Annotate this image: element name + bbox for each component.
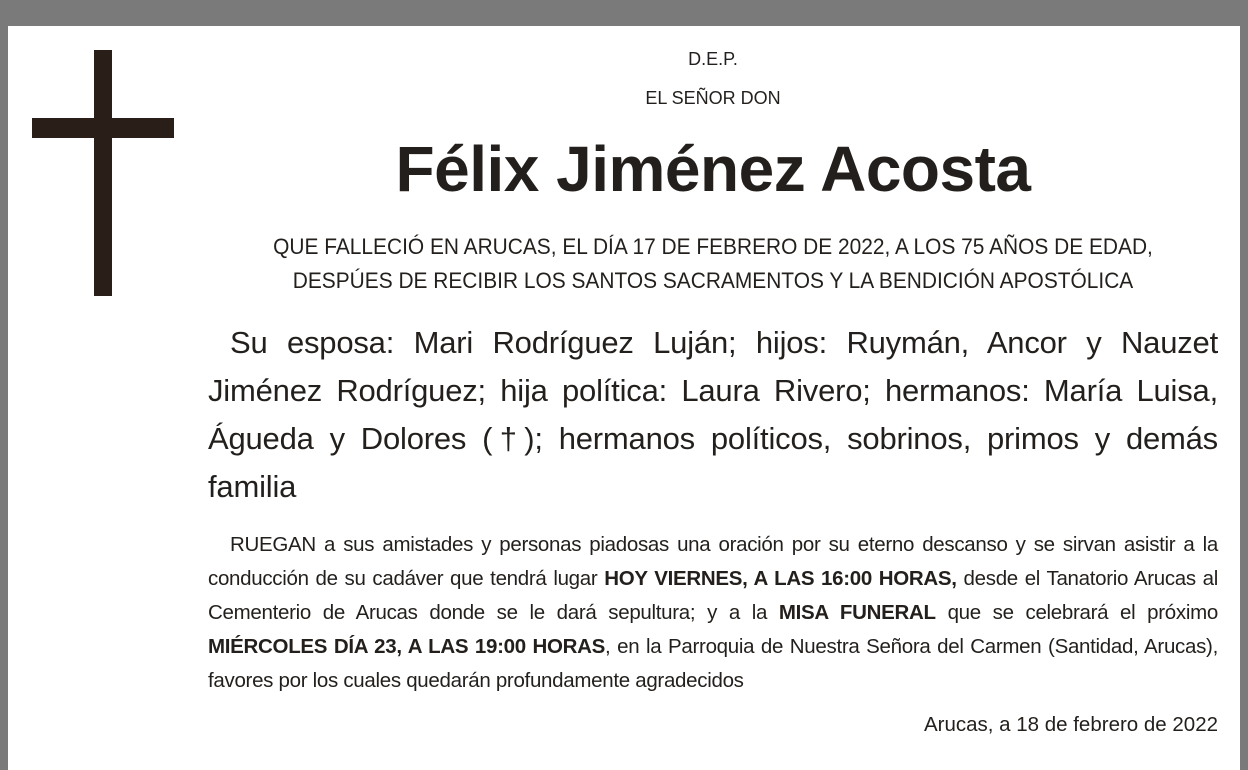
- request-text-2: desde el Tanatorio Arucas al Cementerio de Arucas donde se le dará sepultura; y a la: [208, 567, 1219, 624]
- dep-heading: D.E.P.: [688, 49, 738, 69]
- mass-label: MISA FUNERAL: [778, 601, 936, 624]
- obituary-notice: [8, 26, 1240, 770]
- request-paragraph: [208, 528, 1218, 698]
- request-text-4: , en la Parroquia de Nuestra Señora del Carmen (Santidad, Arucas), favores por los cuales quedarán profundamente agradecidos: [208, 635, 1218, 692]
- mass-time: MIÉRCOLES DÍA 23, A LAS 19:00 HORAS: [208, 635, 606, 658]
- family-paragraph: Su esposa: Mari Rodríguez Luján; hijos: Ruymán, Ancor y Nauzet Jiménez Rodríguez; hija política: Laura Rivero; hermanos: María Luisa, Águeda y Dolores (†); hermanos políticos, sobrinos, primos y demás familia: [208, 325, 1218, 504]
- cross-vertical-bar: [94, 50, 112, 296]
- request-text-1: RUEGAN a sus amistades y personas piadosas una oración por su eterno descanso y se sirvan asistir a la conducción de su cadáver que tendrá lugar: [208, 533, 1218, 590]
- circumstance-line-2: DESPÚES DE RECIBIR LOS SANTOS SACRAMENTOS Y LA BENDICIÓN APOSTÓLICA: [292, 268, 1134, 293]
- circumstance-line-1: QUE FALLECIÓ EN ARUCAS, EL DÍA 17 DE FEBRERO DE 2022, A LOS 75 AÑOS DE EDAD,: [273, 234, 1153, 259]
- deceased-name: Félix Jiménez Acosta: [395, 133, 1031, 205]
- death-circumstances: [233, 230, 1193, 298]
- honorific: EL SEÑOR DON: [645, 88, 781, 108]
- dateline: Arucas, a 18 de febrero de 2022: [923, 713, 1218, 736]
- request-text-3: que se celebrará el próximo: [935, 601, 1218, 624]
- funeral-time: HOY VIERNES, A LAS 16:00 HORAS,: [604, 567, 957, 590]
- cross-horizontal-bar: [32, 118, 174, 138]
